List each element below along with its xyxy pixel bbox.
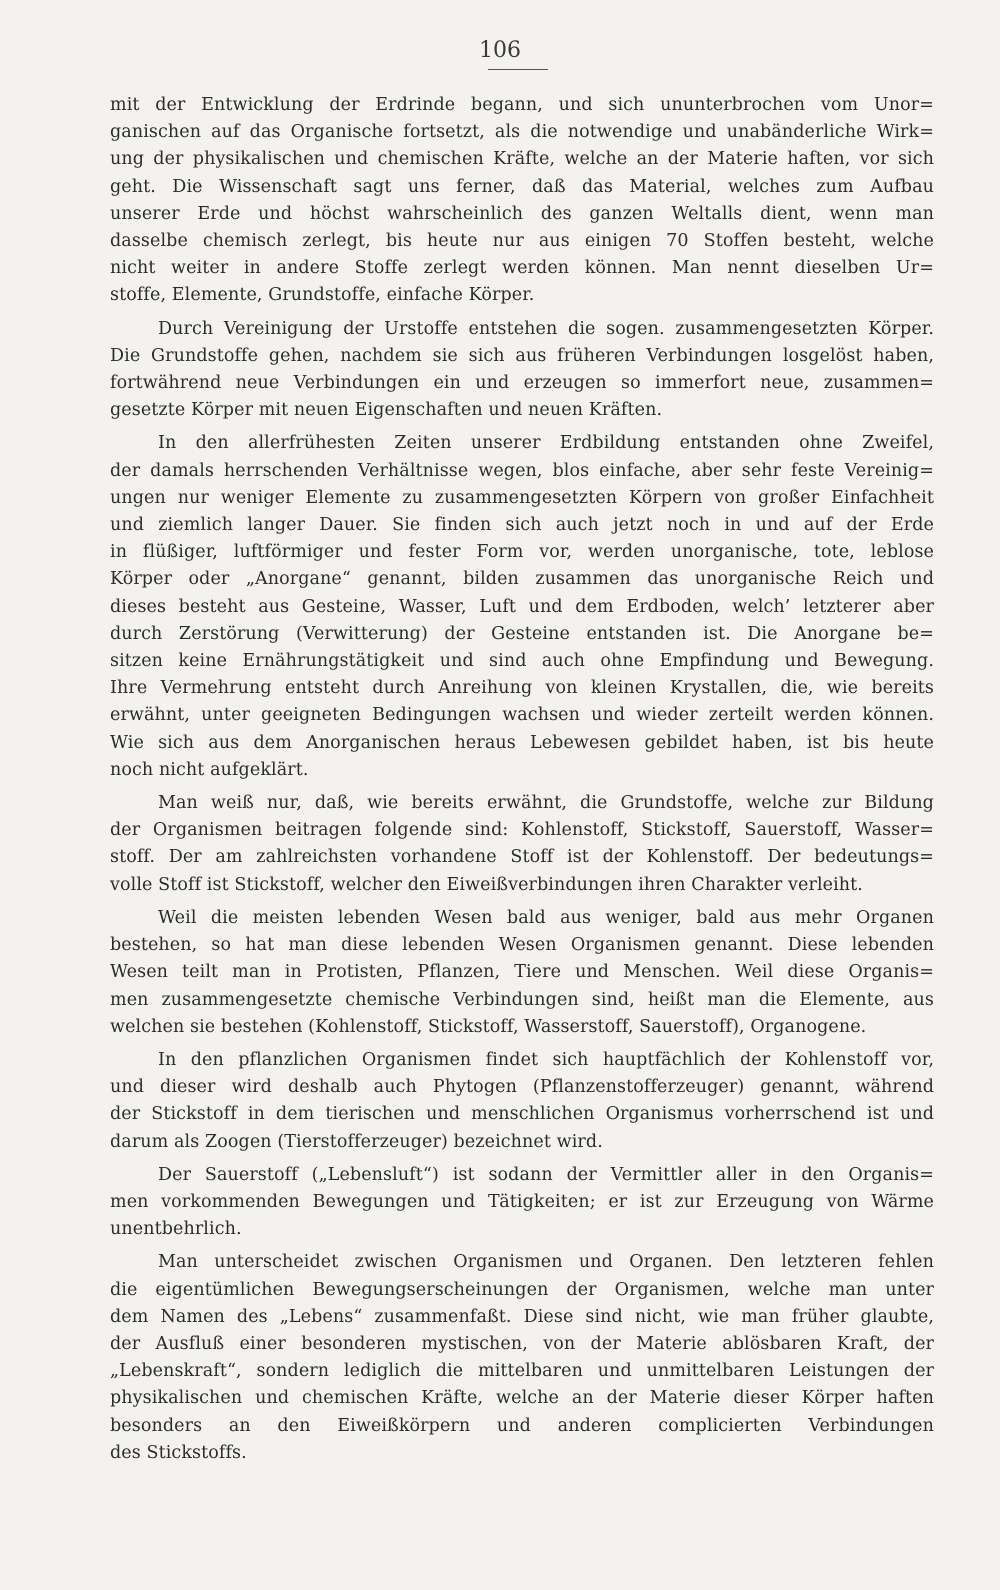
text-line: stoffe, Elemente, Grundstoffe, einfache Körper. [110, 285, 535, 306]
text-line: Körper oder „Anorgane“ genannt, bilden zusammen das unorganische Reich und [110, 569, 934, 590]
text-line: dem Namen des „Lebens“ zusammenfaßt. Diese sind nicht, wie man früher glaubte, [110, 1306, 934, 1327]
text-line: noch nicht aufgeklärt. [110, 759, 309, 780]
text-line: nicht weiter in andere Stoffe zerlegt werden können. Man nennt dieselben Ur= [110, 258, 934, 279]
body-text [110, 92, 934, 1473]
text-line: der Stickstoff in dem tierischen und menschlichen Organismus vorherrschend ist und [110, 1104, 934, 1125]
paragraph [110, 430, 934, 784]
page-number: 106 [479, 38, 521, 63]
text-line: bestehen, so hat man diese lebenden Wesen Organismen genannt. Diese lebenden [110, 935, 934, 956]
text-line: men zusammengesetzte chemische Verbindungen sind, heißt man die Elemente, aus [110, 989, 934, 1010]
paragraph [110, 316, 934, 425]
text-line: unserer Erde und höchst wahrscheinlich des ganzen Weltalls dient, wenn man [110, 203, 934, 224]
text-line: Der Sauerstoff („Lebensluft“) ist sodann der Vermittler aller in den Organis= [158, 1164, 934, 1185]
text-line: gesetzte Körper mit neuen Eigenschaften und neuen Kräften. [110, 400, 663, 421]
text-line: men vorkommenden Bewegungen und Tätigkeiten; er ist zur Erzeugung von Wärme [110, 1191, 934, 1212]
text-line: die eigentümlichen Bewegungserscheinungen der Organismen, welche man unter [110, 1279, 934, 1300]
text-line: Man weiß nur, daß, wie bereits erwähnt, die Grundstoffe, welche zur Bildung [158, 793, 934, 814]
text-line: In den allerfrühesten Zeiten unserer Erdbildung entstanden ohne Zweifel, [158, 433, 934, 454]
text-line: dasselbe chemisch zerlegt, bis heute nur aus einigen 70 Stoffen besteht, welche [110, 231, 934, 252]
paragraph [110, 92, 934, 310]
paragraph [110, 790, 934, 899]
text-line: und ziemlich langer Dauer. Sie finden sich auch jetzt noch in und auf der Erde [110, 515, 934, 536]
text-line: welchen sie bestehen (Kohlenstoff, Stickstoff, Wasserstoff, Sauerstoff), Organogene. [110, 1016, 867, 1037]
paragraph [110, 1162, 934, 1244]
text-line: Man unterscheidet zwischen Organismen und Organen. Den letzteren fehlen [158, 1252, 934, 1273]
text-line: stoff. Der am zahlreichsten vorhandene Stoff ist der Kohlenstoff. Der bedeutungs= [110, 847, 934, 868]
text-line: erwähnt, unter geeigneten Bedingungen wachsen und wieder zerteilt werden können. [110, 705, 934, 726]
text-line: der Organismen beitragen folgende sind: Kohlenstoff, Stickstoff, Sauerstoff, Wasser= [110, 820, 934, 841]
text-line: ganischen auf das Organische fortsetzt, als die notwendige und unabänderliche Wirk= [110, 122, 934, 143]
text-line: in flüßiger, luftförmiger und fester Form vor, werden unorganische, tote, leblose [110, 542, 934, 563]
text-line: des Stickstoffs. [110, 1442, 247, 1463]
text-line: mit der Entwicklung der Erdrinde begann, und sich ununterbrochen vom Unor= [110, 95, 934, 115]
text-line: physikalischen und chemischen Kräfte, welche an der Materie dieser Körper haften [110, 1388, 934, 1409]
text-line: Durch Vereinigung der Urstoffe entstehen die sogen. zusammengesetzten Körper. [158, 318, 934, 339]
text-line: fortwährend neue Verbindungen ein und erzeugen so immerfort neue, zusammen= [110, 373, 934, 394]
text-line: darum als Zoogen (Tierstofferzeuger) bezeichnet wird. [110, 1131, 603, 1152]
text-line: dieses besteht aus Gesteine, Wasser, Luft und dem Erdboden, welch’ letzterer aber [110, 596, 934, 617]
text-line: In den pflanzlichen Organismen findet sich hauptfächlich der Kohlenstoff vor, [158, 1049, 934, 1070]
text-line: ungen nur weniger Elemente zu zusammengesetzten Körpern von großer Einfachheit [110, 487, 934, 508]
text-line: Weil die meisten lebenden Wesen bald aus weniger, bald aus mehr Organen [158, 907, 934, 928]
paragraph [110, 1249, 934, 1467]
text-line: der Ausfluß einer besonderen mystischen, von der Materie ablösbaren Kraft, der [110, 1333, 934, 1354]
text-line: Wesen teilt man in Protisten, Pflanzen, Tiere und Menschen. Weil diese Organis= [110, 962, 934, 983]
page-number-rule [488, 69, 548, 70]
text-line: Ihre Vermehrung entsteht durch Anreihung von kleinen Krystallen, die, wie bereits [110, 678, 934, 699]
text-line: sitzen keine Ernährungstätigkeit und sind auch ohne Empfindung und Bewegung. [110, 651, 934, 672]
text-line: besonders an den Eiweißkörpern und anderen complicierten Verbindungen [110, 1415, 934, 1436]
text-line: volle Stoff ist Stickstoff, welcher den Eiweißverbindungen ihren Charakter verleiht. [110, 874, 863, 895]
text-line: Die Grundstoffe gehen, nachdem sie sich aus früheren Verbindungen losgelöst haben, [110, 345, 934, 366]
text-line: der damals herrschenden Verhältnisse wegen, blos einfache, aber sehr feste Vereinig= [110, 460, 934, 481]
paragraph [110, 905, 934, 1041]
text-line: durch Zerstörung (Verwitterung) der Gesteine entstanden ist. Die Anorgane be= [110, 623, 934, 644]
text-line: ung der physikalischen und chemischen Kräfte, welche an der Materie haften, vor sich [110, 149, 934, 170]
text-line: geht. Die Wissenschaft sagt uns ferner, daß das Material, welches zum Aufbau [110, 176, 934, 197]
text-line: „Lebenskraft“, sondern lediglich die mittelbaren und unmittelbaren Leistungen der [110, 1361, 934, 1382]
text-line: Wie sich aus dem Anorganischen heraus Lebewesen gebildet haben, ist bis heute [110, 732, 934, 753]
text-line: und dieser wird deshalb auch Phytogen (Pflanzenstofferzeuger) genannt, während [110, 1077, 934, 1098]
text-line: unentbehrlich. [110, 1219, 242, 1240]
paragraph [110, 1047, 934, 1156]
